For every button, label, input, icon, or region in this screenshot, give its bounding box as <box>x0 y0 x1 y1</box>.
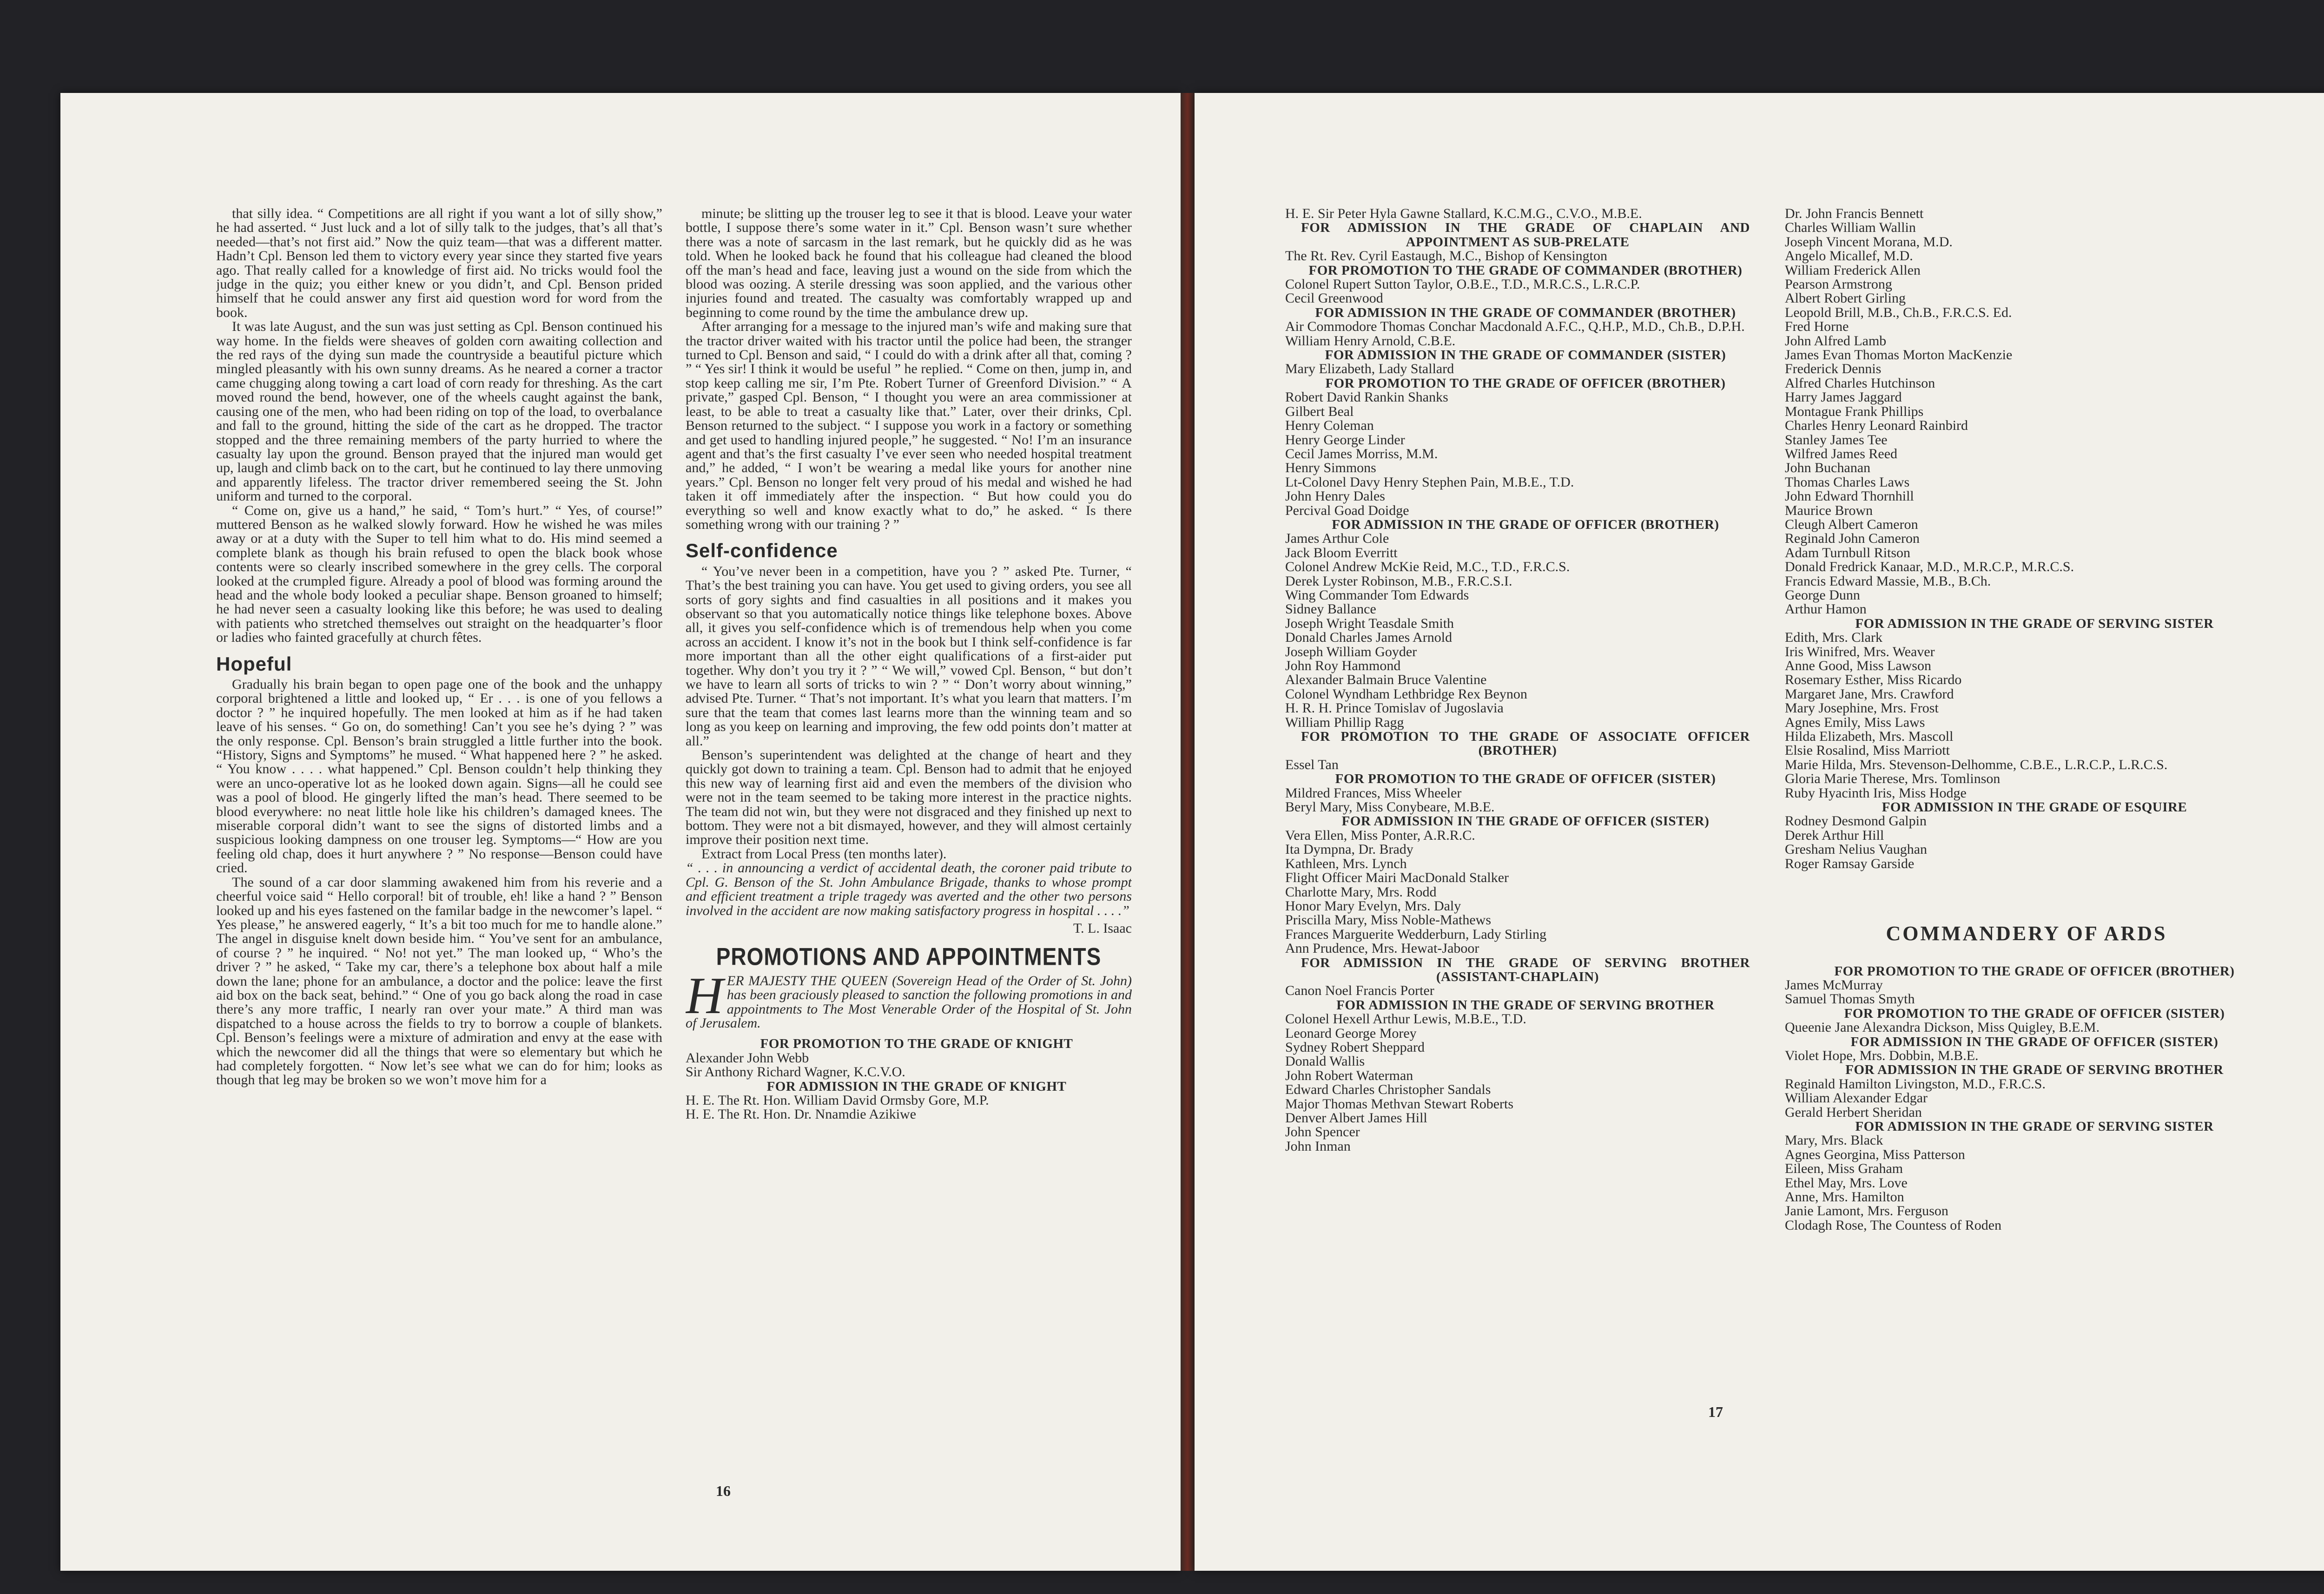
list-item: Canon Noel Francis Porter <box>1285 983 1434 999</box>
list-item: Stanley James Tee <box>1785 432 1888 448</box>
list-item: H. E. The Rt. Hon. Dr. Nnamdie Azikiwe <box>686 1107 917 1122</box>
list-item: Clodagh Rose, The Countess of Roden <box>1785 1217 2002 1233</box>
list-item: Ethel May, Mrs. Love <box>1785 1175 1908 1191</box>
list-item: James Arthur Cole <box>1285 531 1389 547</box>
list-item: Honor Mary Evelyn, Mrs. Daly <box>1285 898 1461 914</box>
grade-heading: FOR PROMOTION TO THE GRADE OF OFFICER (BROTHER) <box>1834 963 2235 979</box>
list-item: Joseph William Goyder <box>1285 644 1417 659</box>
list-item: Joseph Wright Teasdale Smith <box>1285 615 1454 631</box>
list-item: William Alexander Edgar <box>1785 1090 1928 1106</box>
article-author: T. L. Isaac <box>1073 920 1132 936</box>
list-item: Violet Hope, Mrs. Dobbin, M.B.E. <box>1785 1047 1979 1063</box>
name-list <box>1785 1021 2268 1034</box>
list-item: Rosemary Esther, Miss Ricardo <box>1785 672 1962 688</box>
grade-heading: FOR ADMISSION IN THE GRADE OF SERVING BROTHER (ASSISTANT-CHAPLAIN) <box>1301 955 1750 984</box>
grade-heading: FOR ADMISSION IN THE GRADE OF CHAPLAIN AND APPOINTMENT AS SUB-PRELATE <box>1301 220 1750 250</box>
list-item: Priscilla Mary, Miss Noble-Mathews <box>1285 912 1491 928</box>
list-item: H. E. The Rt. Hon. William David Ormsby Gore, M.P. <box>686 1092 989 1108</box>
list-item: Robert David Rankin Shanks <box>1285 389 1448 405</box>
grade-heading: FOR ADMISSION IN THE GRADE OF SERVING SISTER <box>1855 1119 2214 1134</box>
grade-heading: FOR PROMOTION TO THE GRADE OF OFFICER (SISTER) <box>1335 771 1716 787</box>
list-item: James McMurray <box>1785 977 1883 993</box>
list-item: Gresham Nelius Vaughan <box>1785 842 1928 857</box>
list-item: Jack Bloom Everritt <box>1285 545 1398 560</box>
list-item: William Phillip Ragg <box>1285 714 1404 730</box>
list-item: Angelo Micallef, M.D. <box>1785 248 1913 264</box>
article-paragraph: The sound of a car door slamming awakened him from his reverie and a cheerful voice said “ Hello corporal! bit of trouble, eh! like a hand ? ” Benson looked up and his eyes fastened on the familar badge in the newcomer’s lapel. “ Yes please,” he answered eagerly, “ It’s a bit too much for me to handle alone.” The angel in disguise knelt down beside him. “ You’ve sent for an ambulance, of course ? ” he inquired. “ No! not yet.” The man looked up, “ Who’s the driver ? ” he asked, “ Take my car, there’s a telephone box about half a mile down the lane; phone for an ambulance, a doctor and the police: leave the first aid box on the back seat, behind.” “ One of you go back along the road in case there’s any more traffic, I nearly ran over your mate.” A third man was dispatched to a house across the fields to try to borrow a couple of blankets. Cpl. Benson’s feelings were a mixture of admiration and envy at the ease with which the newcomer did all the things that were so elementary but which he had completely forgotten. “ Now let’s see what we can do for him; looks as though that leg may be broken so we won’t move him for a <box>216 874 662 1088</box>
name-list <box>1285 984 1750 998</box>
grade-heading: FOR PROMOTION TO THE GRADE OF OFFICER (BROTHER) <box>1325 375 1726 391</box>
name-list <box>1285 532 1750 730</box>
list-item: Fred Horne <box>1785 319 1849 335</box>
drop-cap: H <box>686 967 723 1025</box>
left-column-2 <box>686 207 1132 1471</box>
list-item: Reginald Hamilton Livingston, M.D., F.R.C.S. <box>1785 1076 2046 1092</box>
right-page <box>1195 93 2324 1571</box>
name-list <box>1785 978 2268 1007</box>
list-item: John Robert Waterman <box>1285 1067 1413 1083</box>
list-item: Mary, Mrs. Black <box>1785 1133 1883 1148</box>
list-item: Reginald John Cameron <box>1785 531 1920 547</box>
list-item: Donald Wallis <box>1285 1054 1365 1069</box>
list-item: Sidney Ballance <box>1285 601 1376 617</box>
grade-heading: FOR ADMISSION IN THE GRADE OF KNIGHT <box>766 1079 1067 1094</box>
list-item: Beryl Mary, Miss Conybeare, M.B.E. <box>1285 799 1495 815</box>
name-list <box>1785 631 2268 800</box>
list-item: Eileen, Miss Graham <box>1785 1161 1903 1177</box>
knight-admission-list <box>686 1093 1132 1122</box>
list-item: Elsie Rosalind, Miss Marriott <box>1785 743 1950 758</box>
name-list <box>1285 320 1750 348</box>
commandery-heading: COMMANDERY OF ARDS <box>1886 922 2167 945</box>
self-confidence-heading: Self-confidence <box>686 540 838 562</box>
list-item: Agnes Georgina, Miss Patterson <box>1785 1146 1965 1162</box>
list-item: Ann Prudence, Mrs. Hewat-Jaboor <box>1285 941 1479 956</box>
list-item: Charlotte Mary, Mrs. Rodd <box>1285 884 1437 900</box>
list-item: Henry Simmons <box>1285 460 1376 476</box>
left-page <box>60 93 1181 1571</box>
list-item: Lt-Colonel Davy Henry Stephen Pain, M.B.E., T.D. <box>1285 474 1574 490</box>
list-item: H. E. Sir Peter Hyla Gawne Stallard, K.C.M.G., C.V.O., M.B.E. <box>1285 207 1642 221</box>
list-item: Leonard George Morey <box>1285 1025 1417 1041</box>
grade-heading: FOR ADMISSION IN THE GRADE OF OFFICER (SISTER) <box>1341 814 1710 829</box>
name-list <box>1285 786 1750 815</box>
list-item: Colonel Wyndham Lethbridge Rex Beynon <box>1285 686 1527 702</box>
list-item: Alexander Balmain Bruce Valentine <box>1285 672 1487 688</box>
promotions-heading: PROMOTIONS AND APPOINTMENTS <box>716 942 1102 971</box>
name-list <box>1285 277 1750 306</box>
grade-heading: FOR ADMISSION IN THE GRADE OF OFFICER (SISTER) <box>1850 1034 2218 1049</box>
list-item: Roger Ramsay Garside <box>1785 856 1915 871</box>
list-item: Percival Goad Doidge <box>1285 502 1409 518</box>
page-number: 16 <box>716 1482 731 1499</box>
list-item: John Alfred Lamb <box>1785 333 1887 349</box>
list-item: John Buchanan <box>1785 460 1871 476</box>
left-column-1 <box>216 207 662 1452</box>
list-item: Mary Josephine, Mrs. Frost <box>1785 700 1939 716</box>
list-item: John Henry Dales <box>1285 488 1385 504</box>
grade-heading: FOR PROMOTION TO THE GRADE OF OFFICER (SISTER) <box>1844 1006 2225 1021</box>
list-item: Hilda Elizabeth, Mrs. Mascoll <box>1785 729 1954 744</box>
list-item: Marie Hilda, Mrs. Stevenson-Delhomme, C.B.E., L.R.C.P., L.R.C.S. <box>1785 757 2168 772</box>
list-item: James Evan Thomas Morton MacKenzie <box>1785 347 2013 363</box>
list-item: Alexander John Webb <box>686 1050 809 1066</box>
list-item: Alfred Charles Hutchinson <box>1785 375 1935 391</box>
list-item: Henry Coleman <box>1285 418 1374 434</box>
list-item: Donald Charles James Arnold <box>1285 630 1452 646</box>
list-item: Donald Fredrick Kanaar, M.D., M.R.C.P., M.R.C.S. <box>1785 559 2074 575</box>
list-item: Gerald Herbert Sheridan <box>1785 1104 1922 1120</box>
list-item: Joseph Vincent Morana, M.D. <box>1785 234 1953 250</box>
list-item: Frederick Dennis <box>1785 361 1882 377</box>
list-item: Essel Tan <box>1285 757 1339 772</box>
list-item: Cleugh Albert Cameron <box>1785 516 1918 532</box>
list-item: Charles William Wallin <box>1785 220 1916 236</box>
list-item: Edith, Mrs. Clark <box>1785 630 1882 646</box>
list-item: Albert Robert Girling <box>1785 290 1906 306</box>
name-list <box>1285 390 1750 518</box>
list-item: Margaret Jane, Mrs. Crawford <box>1785 686 1954 702</box>
article-paragraph: “ You’ve never been in a competition, have you ? ” asked Pte. Turner, “ That’s the best training you can have. You get used to giving orders, you see all sorts of gory sights and find casualties in all positions and it makes you observant so that you automatically notice things like telephone boxes. Above all, it gives you self-confidence which is of tremendous help when you come across an accident. I know it’s not in the book but I think self-confidence is far more important than all the other eight qualifications of a first-aider put together. Why don’t you try it ? ” “ We will,” vowed Cpl. Benson, “ but don’t we have to learn all sorts of tricks to win ? ” “ Don’t worry about winning,” advised Pte. Turner. “ That’s not important. It’s what you learn that matters. I’m sure that the team that comes last learns more than the winning team and so long as you keep on learning and improving, the few odd points don’t matter at all.” <box>686 563 1132 749</box>
list-item: Flight Officer Mairi MacDonald Stalker <box>1285 870 1509 886</box>
list-item: John Inman <box>1285 1138 1351 1154</box>
grade-heading: FOR PROMOTION TO THE GRADE OF COMMANDER (BROTHER) <box>1308 263 1743 278</box>
list-item: Gloria Marie Therese, Mrs. Tomlinson <box>1785 771 2000 787</box>
article-paragraph: “ Come on, give us a hand,” he said, “ Tom’s hurt.” “ Yes, of course!” muttered Benson as he walked slowly forward. How he wished he was miles away or at a duty with the Super to tell him what to do. His mind seemed a complete blank as though his brain refused to open the black book whose contents were so clearly inscribed somewhere in the grey cells. The corporal looked at the crumpled figure. Already a pool of blood was forming around the head and the whole body looked a peculiar shape. Benson groaned to himself; he had never seen a casualty looking like this before; he was used to dealing with patients who stretched themselves out straight on the headquarter’s floor or ladies who fainted gracefully at church fêtes. <box>216 502 662 646</box>
page-number: 17 <box>1708 1403 1723 1420</box>
list-item: Major Thomas Methvan Stewart Roberts <box>1285 1096 1514 1112</box>
list-item: Colonel Rupert Sutton Taylor, O.B.E., T.D., M.R.C.S., L.R.C.P. <box>1285 277 1640 292</box>
name-list <box>1785 1049 2268 1063</box>
list-item: Anne, Mrs. Hamilton <box>1785 1189 1904 1205</box>
article-paragraph: Extract from Local Press (ten months later). <box>701 846 947 862</box>
list-item: Janie Lamont, Mrs. Ferguson <box>1785 1203 1948 1219</box>
list-item: William Henry Arnold, C.B.E. <box>1285 333 1456 349</box>
list-item: Charles Henry Leonard Rainbird <box>1785 418 1968 434</box>
list-item: Sydney Robert Sheppard <box>1285 1039 1425 1055</box>
list-item: Edward Charles Christopher Sandals <box>1285 1082 1491 1098</box>
hopeful-heading: Hopeful <box>216 652 292 675</box>
name-list <box>1285 758 1750 772</box>
list-item: Mildred Frances, Miss Wheeler <box>1285 785 1462 801</box>
list-item: Gilbert Beal <box>1285 403 1354 419</box>
article-paragraph: Benson’s superintendent was delighted at the change of heart and they quickly got down to training a team. Cpl. Benson had to admit that he enjoyed this new way of learning first aid and even the members of the division who were not in the team seemed to be taking more interest in the practice nights. The team did not win, but they were not disgraced and they finished up next to bottom. They were not a bit dismayed, however, and they will almost certainly improve their position next time. <box>686 747 1132 848</box>
list-item: H. R. H. Prince Tomislav of Jugoslavia <box>1285 700 1504 716</box>
list-item: William Frederick Allen <box>1785 262 1921 278</box>
grade-heading: FOR ADMISSION IN THE GRADE OF COMMANDER (BROTHER) <box>1315 305 1736 320</box>
continued-name-list <box>1785 207 2268 617</box>
list-item: Pearson Armstrong <box>1785 277 1892 292</box>
right-column-2 <box>1785 207 2268 1452</box>
list-item: Henry George Linder <box>1285 432 1405 448</box>
grade-heading: FOR ADMISSION IN THE GRADE OF SERVING SISTER <box>1855 616 2214 631</box>
press-extract: “ . . . in announcing a verdict of accidental death, the coroner paid tribute to Cpl. G. Benson of the St. John Ambulance Brigade, thanks to whose prompt and efficient treatment a triple tragedy was averted and the other two persons involved in the accident are now making satisfactory progress in hospital . . . .” <box>686 860 1132 918</box>
list-item: Kathleen, Mrs. Lynch <box>1285 856 1407 871</box>
list-item: Iris Winifred, Mrs. Weaver <box>1785 644 1935 659</box>
grade-heading: FOR ADMISSION IN THE GRADE OF ESQUIRE <box>1882 800 2187 815</box>
list-item: Colonel Hexell Arthur Lewis, M.B.E., T.D. <box>1285 1011 1526 1027</box>
list-item: Wing Commander Tom Edwards <box>1285 587 1469 603</box>
knight-promotion-list <box>686 1051 1132 1080</box>
name-list <box>1785 1077 2268 1120</box>
list-item: Wilfred James Reed <box>1785 446 1898 461</box>
grade-heading: FOR ADMISSION IN THE GRADE OF COMMANDER (SISTER) <box>1325 348 1726 363</box>
grade-heading: FOR ADMISSION IN THE GRADE OF SERVING BROTHER <box>1336 997 1715 1013</box>
list-item: Leopold Brill, M.B., Ch.B., F.R.C.S. Ed. <box>1785 304 2012 320</box>
list-item: Samuel Thomas Smyth <box>1785 991 1915 1007</box>
list-item: Derek Arthur Hill <box>1785 827 1884 843</box>
list-item: Frances Marguerite Wedderburn, Lady Stirling <box>1285 926 1547 942</box>
promotions-lede-text: ER MAJESTY THE QUEEN (Sovereign Head of the Order of St. John) has been graciously pleased to sanction the following promotions in and appointments to The Most Venerable Order of the Hospital of St. John of Jerusalem. <box>686 973 1132 1031</box>
list-item: Air Commodore Thomas Conchar Macdonald A.F.C., Q.H.P., M.D., Ch.B., D.P.H. <box>1285 319 1745 335</box>
list-item: Sir Anthony Richard Wagner, K.C.V.O. <box>686 1064 905 1080</box>
list-item: John Edward Thornhill <box>1785 488 1914 504</box>
name-list <box>1285 249 1750 263</box>
list-item: Denver Albert James Hill <box>1285 1110 1427 1126</box>
list-item: Dr. John Francis Bennett <box>1785 207 1924 221</box>
article-paragraph: Gradually his brain began to open page one of the book and the unhappy corporal brightened a little and looked up, “ Er . . . is one of you fellows a doctor ? ” he inquired hopefully. The men looked at him as if he had taken leave of his senses. “ Go on, do something! Can’t you see he’s dying ? ” was the only response. Cpl. Benson’s brain struggled a little further into the book. “History, Signs and Symptoms” he mused. “ What happened here ? ” he asked. “ You know . . . . what happened.” Cpl. Benson couldn’t help thinking they were an unco-operative lot as he looked down again. Signs—all he could see was a pool of blood. He gingerly lifted the man’s head. There seemed to be blood everywhere: no neat little hole like his children’s damaged knees. The miserable corporal didn’t want to see the signs of distorted limbs and a suspicious looking dampness on one trouser leg. Symptoms—“ How are you feeling old chap, does it hurt anywhere ? ” No response—Benson could have cried. <box>216 677 662 876</box>
list-item: Agnes Emily, Miss Laws <box>1785 714 1925 730</box>
article-paragraph: that silly idea. “ Competitions are all right if you want a lot of silly show,” he had asserted. “ Just luck and a lot of silly talk to the judges, that’s all that’s needed—that’s not first aid.” Now the quiz team—that was a different matter. Hadn’t Cpl. Benson led them to victory every year since they started five years ago. That really called for a knowledge of first aid. No tricks would fool the judge in the quiz; you either knew or you didn’t, and Cpl. Benson prided himself that he could answer any first aid question word for word from the book. <box>216 207 662 320</box>
name-list <box>1285 362 1750 376</box>
article-paragraph: It was late August, and the sun was just setting as Cpl. Benson continued his way home. In the fields were sheaves of golden corn awaiting collection and the red rays of the dying sun made the countryside a beautiful picture which mingled pleasantly with his own sunny dreams. As he neared a corner a tractor came chugging along towing a cart load of corn ready for threshing. As the cart moved round the bend, however, one of the wheels caught against the bank, causing one of the men, who had been riding on top of the load, to overbalance and fall to the ground, hitting the side of the cart as he dropped. The tractor stopped and the three remaining members of the party hurried to where the casualty lay upon the ground. Benson prayed that the injured man would get up, laugh and climb back on to the cart, but he continued to lay there unmoving and apparently lifeless. The tractor driver remembered seeing the St. John uniform and turned to the corporal. <box>216 319 662 504</box>
right-column-1 <box>1285 207 1750 1452</box>
list-item: Francis Edward Massie, M.B., B.Ch. <box>1785 573 1991 589</box>
list-item: Derek Lyster Robinson, M.B., F.R.C.S.I. <box>1285 573 1512 589</box>
list-item: Ita Dympna, Dr. Brady <box>1285 842 1413 857</box>
list-item: Colonel Andrew McKie Reid, M.C., T.D., F.R.C.S. <box>1285 559 1570 575</box>
list-item: Mary Elizabeth, Lady Stallard <box>1285 361 1454 377</box>
name-list <box>1285 829 1750 956</box>
list-item: Vera Ellen, Miss Ponter, A.R.R.C. <box>1285 827 1475 843</box>
name-list <box>1285 1012 1750 1153</box>
grade-heading: FOR ADMISSION IN THE GRADE OF SERVING BROTHER <box>1845 1062 2224 1078</box>
grade-heading: FOR PROMOTION TO THE GRADE OF KNIGHT <box>760 1036 1073 1052</box>
spine <box>1181 93 1195 1571</box>
list-item: John Spencer <box>1285 1124 1360 1140</box>
name-list <box>1785 1133 2268 1232</box>
article-paragraph: minute; be slitting up the trouser leg to see it that is blood. Leave your water bottle, I suppose there’s some water in it.” Cpl. Benson wasn’t sure whether there was a note of sarcasm in the last remark, but he quickly did as he was told. When he looked back he found that his colleague had cleaned the blood off the man’s head and face, leaving just a wound on the side from which the blood was oozing. A sterile dressing was soon applied, and the various other injuries found and treated. The casualty was comfortably wrapped up and beginning to come round by the time the ambulance drew up. <box>686 207 1132 320</box>
article-paragraph: After arranging for a message to the injured man’s wife and making sure that the tractor driver waited with his tractor until the police had been, the stranger turned to Cpl. Benson and said, “ I could do with a drink after all that, coming ? ” “ Yes sir! I think it would be useful ” he replied. “ Come on then, jump in, and stop keep calling me sir, I’m Pte. Robert Turner of Greenford Division.” “ A private,” gasped Cpl. Benson, “ I thought you were an area commissioner at least, to be able to treat a casualty like that.” Later, over their drinks, Cpl. Benson returned to the subject. “ I suppose you work in a factory or something and get used to handling injured people,” he suggested. “ No! I’m an insurance agent and that’s the first casualty I’ve ever seen who needed hospital treatment and,” he added, “ I won’t be wearing a medal like yours for another nine years.” Cpl. Benson no longer felt very proud of his medal and wished he had taken it off immediately after the inspection. “ But how could you do everything so well and know exactly what to do,” he asked. “ Is there something wrong with our training ? ” <box>686 319 1132 532</box>
list-item: Queenie Jane Alexandra Dickson, Miss Quigley, B.E.M. <box>1785 1020 2100 1035</box>
list-item: Harry James Jaggard <box>1785 389 1902 405</box>
name-list <box>1785 814 2268 871</box>
list-item: Ruby Hyacinth Iris, Miss Hodge <box>1785 785 1967 801</box>
intro-name-list <box>1285 207 1750 221</box>
list-item: Adam Turnbull Ritson <box>1785 545 1911 560</box>
magazine-spread <box>60 65 2324 1585</box>
list-item: Arthur Hamon <box>1785 601 1867 617</box>
grade-heading: FOR PROMOTION TO THE GRADE OF ASSOCIATE OFFICER (BROTHER) <box>1301 729 1750 758</box>
list-item: Anne Good, Miss Lawson <box>1785 658 1931 673</box>
list-item: Cecil James Morriss, M.M. <box>1285 446 1438 461</box>
promotions-lede <box>686 967 1132 1031</box>
list-item: John Roy Hammond <box>1285 658 1401 673</box>
list-item: George Dunn <box>1785 587 1860 603</box>
list-item: Thomas Charles Laws <box>1785 474 1910 490</box>
list-item: Maurice Brown <box>1785 502 1873 518</box>
grade-heading: FOR ADMISSION IN THE GRADE OF OFFICER (BROTHER) <box>1332 517 1719 532</box>
list-item: Cecil Greenwood <box>1285 290 1383 306</box>
list-item: Rodney Desmond Galpin <box>1785 813 1927 829</box>
list-item: The Rt. Rev. Cyril Eastaugh, M.C., Bishop of Kensington <box>1285 248 1608 264</box>
list-item: Montague Frank Phillips <box>1785 403 1924 419</box>
